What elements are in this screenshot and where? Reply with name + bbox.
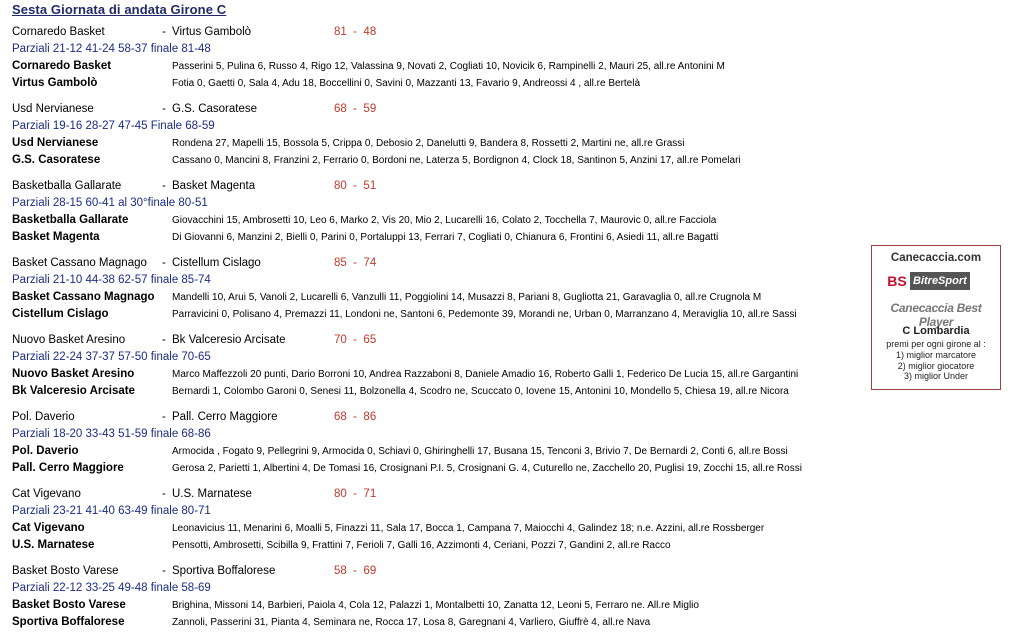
partials: Parziali 22-24 37-37 57-50 finale 70-65	[12, 351, 211, 363]
game-block	[0, 255, 860, 331]
home-team: Pol. Daverio	[12, 411, 75, 423]
team-name: Pol. Daverio	[12, 445, 79, 457]
game-block	[0, 332, 860, 408]
home-team: Cornaredo Basket	[12, 26, 105, 38]
away-team: Sportiva Boffalorese	[172, 565, 276, 577]
partials: Parziali 18-20 33-43 51-59 finale 68-86	[12, 428, 211, 440]
score-away: 71	[363, 488, 377, 500]
vs-separator: -	[162, 488, 166, 500]
home-team: Basket Bosto Varese	[12, 565, 119, 577]
player-scores: Pensotti, Ambrosetti, Scibilla 9, Frattini 7, Ferioli 7, Galli 16, Azzimonti 4, Ceriani, Pozzi 7, Gandini 2, all.re Racco	[172, 540, 671, 551]
player-scores: Di Giovanni 6, Manzini 2, Bielli 0, Parini 0, Portaluppi 13, Ferrari 7, Cogliati 0, Chianura 6, Frontini 6, Asiedi 11, all.re Bagatti	[172, 232, 719, 243]
canecaccia-ad-banner[interactable]	[871, 245, 1001, 390]
ad-award-title: Canecaccia Best Player	[890, 301, 982, 329]
game-block	[0, 178, 860, 254]
score-away: 51	[363, 180, 377, 192]
score: 70 - 65	[334, 334, 377, 346]
vs-separator: -	[162, 180, 166, 192]
score-away: 48	[363, 26, 377, 38]
ad-logo-text: BitreSport	[910, 272, 970, 290]
partials: Parziali 19-16 28-27 47-45 Finale 68-59	[12, 120, 215, 132]
ad-league: C Lombardia	[902, 325, 970, 337]
home-team: Cat Vigevano	[12, 488, 81, 500]
vs-separator: -	[162, 257, 166, 269]
partials: Parziali 22-12 33-25 49-48 finale 58-69	[12, 582, 211, 594]
score: 58 - 69	[334, 565, 377, 577]
score: 80 - 51	[334, 180, 377, 192]
score-away: 69	[363, 565, 377, 577]
player-scores: Leonavicius 11, Menarini 6, Moalli 5, Finazzi 11, Sala 17, Bocca 1, Campana 7, Maiocchi 4, Galindez 18; n.e. Azzini, all.re Rossberger	[172, 523, 765, 534]
away-team: Basket Magenta	[172, 180, 256, 192]
home-team: Basket Cassano Magnago	[12, 257, 147, 269]
team-name: Basket Bosto Varese	[12, 599, 126, 611]
away-team: Pall. Cerro Maggiore	[172, 411, 278, 423]
score-home: 70	[334, 334, 347, 346]
score: 68 - 86	[334, 411, 377, 423]
game-block	[0, 486, 860, 562]
vs-separator: -	[162, 334, 166, 346]
score-home: 85	[334, 257, 347, 269]
player-scores: Bernardi 1, Colombo Garoni 0, Senesi 11, Bolzonella 4, Scodro ne, Scuccato 0, Iovene 15, Antonini 10, Mondello 5, Chiesa 19, all.re Nicora	[172, 386, 789, 397]
home-team: Usd Nervianese	[12, 103, 94, 115]
team-name: Basketballa Gallarate	[12, 214, 129, 226]
team-name: U.S. Marnatese	[12, 539, 95, 551]
player-scores: Brighina, Missoni 14, Barbieri, Paiola 4, Cola 12, Palazzi 1, Montalbetti 10, Zanatta 12, Leoni 5, Ferraro ne. All.re Miglio	[172, 600, 699, 611]
player-scores: Zannoli, Passerini 31, Pianta 4, Seminara ne, Rocca 17, Losa 8, Garegnani 4, Varliero, Giuffrè 4, all.re Nava	[172, 617, 651, 628]
score-away: 86	[363, 411, 377, 423]
score-home: 68	[334, 103, 347, 115]
away-team: Bk Valceresio Arcisate	[172, 334, 286, 346]
game-block	[0, 563, 860, 639]
partials: Parziali 21-12 41-24 58-37 finale 81-48	[12, 43, 211, 55]
player-scores: Passerini 5, Pulina 6, Russo 4, Rigo 12, Valassina 9, Novati 2, Cogliati 10, Novicik 6, Rampinelli 2, Mauri 25, all.re Antonini M	[172, 61, 725, 72]
ad-award-item: 1) miglior marcatore	[895, 350, 977, 360]
player-scores: Parravicini 0, Polisano 4, Premazzi 11, Londoni ne, Santoni 6, Pedemonte 39, Morandi ne, Urban 0, Marranzano 4, Meraviglia 10, all.re Sassi	[172, 309, 797, 320]
game-block	[0, 24, 860, 100]
ad-logo	[886, 270, 986, 292]
bitresport-logo-icon: BS	[887, 273, 907, 289]
team-name: Pall. Cerro Maggiore	[12, 462, 124, 474]
score-home: 68	[334, 411, 347, 423]
score-home: 80	[334, 180, 347, 192]
game-block	[0, 409, 860, 485]
away-team: Cistellum Cislago	[172, 257, 261, 269]
team-name: G.S. Casoratese	[12, 154, 101, 166]
partials: Parziali 23-21 41-40 63-49 finale 80-71	[12, 505, 211, 517]
away-team: G.S. Casoratese	[172, 103, 258, 115]
player-scores: Cassano 0, Mancini 8, Franzini 2, Ferrario 0, Bordoni ne, Laterza 5, Bordignon 4, Clock 18, Santinon 5, Anzini 17, all.re Pomelari	[172, 155, 741, 166]
score-home: 80	[334, 488, 347, 500]
player-scores: Giovacchini 15, Ambrosetti 10, Leo 6, Marko 2, Vis 20, Mio 2, Lucarelli 16, Colato 2, Tocchella 7, Maurovic 0, all.re Facciola	[172, 215, 717, 226]
team-name: Virtus Gambolò	[12, 77, 98, 89]
team-name: Cornaredo Basket	[12, 60, 112, 72]
vs-separator: -	[162, 411, 166, 423]
team-name: Bk Valceresio Arcisate	[12, 385, 135, 397]
player-scores: Mandelli 10, Arui 5, Vanoli 2, Lucarelli 6, Vanzulli 11, Poggiolini 14, Musazzi 8, Pariani 8, Gugliotta 21, Garavaglia 0, all.re Crugnola M	[172, 292, 762, 303]
score-away: 65	[363, 334, 377, 346]
score: 80 - 71	[334, 488, 377, 500]
team-name: Cistellum Cislago	[12, 308, 109, 320]
score-away: 74	[363, 257, 377, 269]
score: 68 - 59	[334, 103, 377, 115]
team-name: Basket Magenta	[12, 231, 100, 243]
team-name: Usd Nervianese	[12, 137, 99, 149]
vs-separator: -	[162, 565, 166, 577]
team-name: Nuovo Basket Aresino	[12, 368, 135, 380]
ad-award-item: 2) miglior giocatore	[897, 360, 975, 371]
score-away: 59	[363, 103, 377, 115]
partials: Parziali 28-15 60-41 al 30°finale 80-51	[12, 197, 208, 209]
player-scores: Armocida , Fogato 9, Pellegrini 9, Armocida 0, Schiavi 0, Ghiringhelli 17, Busana 15, Tenconi 3, Brivio 7, De Bernardi 2, Conti 6, all.re Bossi	[172, 446, 788, 457]
player-scores: Gerosa 2, Parietti 1, Albertini 4, De Tomasi 16, Crosignani P.I. 5, Crosignani G. 4, Cuturello ne, Zacchello 20, Puglisi 19, Zocchi 15, all.re Rossi	[172, 463, 802, 474]
player-scores: Fotia 0, Gaetti 0, Sala 4, Adu 18, Boccellini 0, Savini 0, Mazzanti 13, Favario 9, Andreossi 4 , all.re Bertelà	[172, 78, 641, 89]
player-scores: Marco Maffezzoli 20 punti, Dario Borroni 10, Andrea Razzaboni 8, Daniele Amadio 16, Roberto Galli 1, Federico De Lucia 15, all.re Gargantini	[172, 369, 799, 380]
vs-separator: -	[162, 103, 166, 115]
score-home: 81	[334, 26, 347, 38]
away-team: U.S. Marnatese	[172, 488, 252, 500]
vs-separator: -	[162, 26, 166, 38]
page-title[interactable]: Sesta Giornata di andata Girone C	[12, 2, 227, 17]
game-block	[0, 101, 860, 177]
home-team: Nuovo Basket Aresino	[12, 334, 126, 346]
score-home: 58	[334, 565, 347, 577]
away-team: Virtus Gambolò	[172, 26, 252, 38]
player-scores: Rondena 27, Mapelli 15, Bossola 5, Crippa 0, Debosio 2, Danelutti 9, Bandera 8, Rossetti 2, Martini ne, all.re Grassi	[172, 138, 685, 149]
team-name: Cat Vigevano	[12, 522, 85, 534]
team-name: Sportiva Boffalorese	[12, 616, 125, 628]
ad-award-item: 3) miglior Under	[903, 371, 969, 381]
partials: Parziali 21-10 44-38 62-57 finale 85-74	[12, 274, 211, 286]
score: 85 - 74	[334, 257, 377, 269]
ad-site-name: Canecaccia.com	[890, 252, 982, 264]
team-name: Basket Cassano Magnago	[12, 291, 155, 303]
home-team: Basketballa Gallarate	[12, 180, 122, 192]
ad-awards-list	[872, 350, 1000, 382]
ad-description: premi per ogni girone al :	[886, 339, 986, 349]
score: 81 - 48	[334, 26, 377, 38]
